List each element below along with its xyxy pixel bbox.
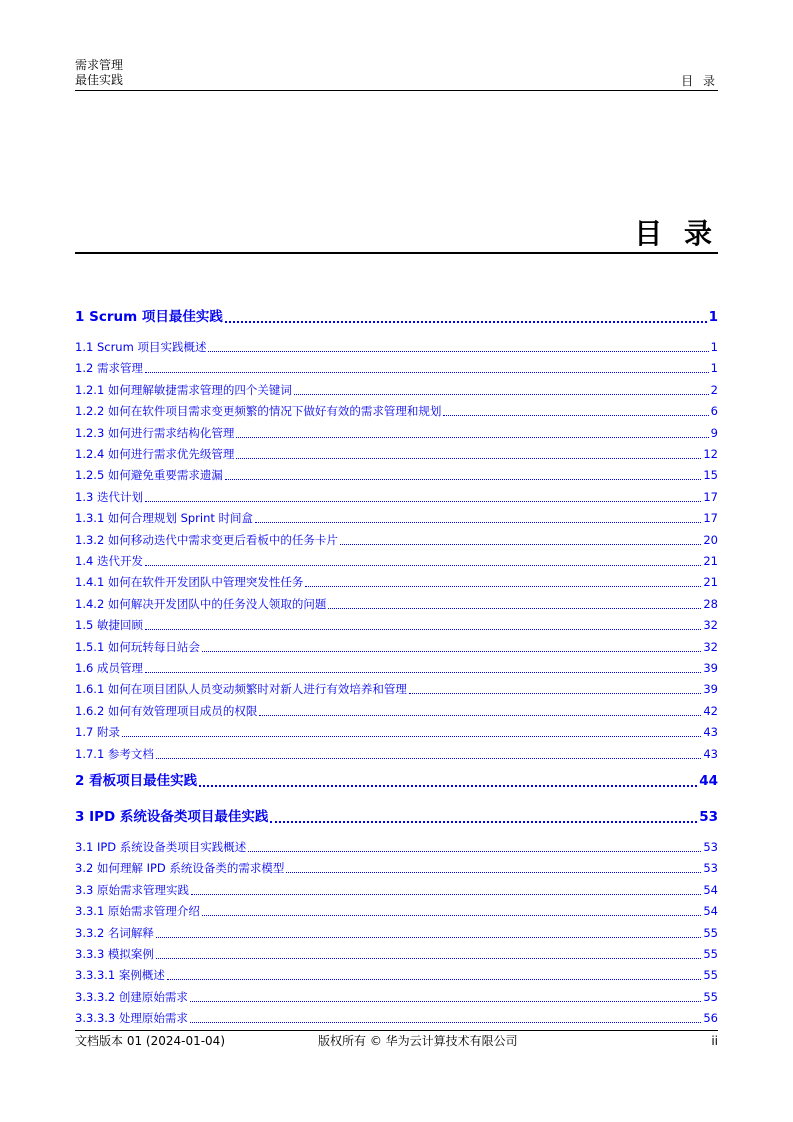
toc-dot-leader — [328, 607, 701, 609]
toc-dot-leader — [225, 478, 701, 480]
toc-entry[interactable] — [75, 533, 718, 548]
toc-dot-leader — [199, 784, 697, 787]
toc-entry[interactable] — [75, 725, 718, 740]
footer-copyright: 版权所有 © 华为云计算技术有限公司 — [318, 1034, 518, 1048]
toc-entry-title: 3 IPD 系统设备类项目最佳实践 — [75, 809, 269, 825]
title-divider — [75, 252, 718, 254]
toc-entry-page: 2 — [710, 382, 718, 397]
toc-dot-leader — [145, 500, 701, 502]
toc-dot-leader — [190, 1021, 701, 1023]
toc-entry-page: 28 — [703, 596, 718, 611]
toc-entry-page: 39 — [703, 682, 718, 697]
toc-dot-leader — [286, 871, 701, 873]
toc-entry-title: 1.3.2 如何移动迭代中需求变更后看板中的任务卡片 — [75, 532, 338, 547]
toc-entry-title: 1.7.1 参考文档 — [75, 746, 154, 761]
toc-entry[interactable] — [75, 597, 718, 612]
toc-entry-title: 3.3.3.3 处理原始需求 — [75, 1011, 188, 1026]
toc-entry-page: 43 — [703, 725, 718, 740]
toc-dot-leader — [145, 371, 709, 373]
toc-entry[interactable] — [75, 447, 718, 462]
toc-entry-page: 1 — [710, 361, 718, 376]
toc-entry[interactable] — [75, 468, 718, 483]
toc-entry-title: 1 Scrum 项目最佳实践 — [75, 309, 223, 325]
toc-entry-title: 1.2.5 如何避免重要需求遗漏 — [75, 468, 223, 483]
toc-dot-leader — [236, 436, 708, 438]
toc-entry[interactable] — [75, 968, 718, 983]
toc-entry-title: 3.3 原始需求管理实践 — [75, 882, 189, 897]
toc-entry[interactable] — [75, 618, 718, 633]
toc-dot-leader — [156, 936, 701, 938]
toc-entry-title: 1.4.1 如何在软件开发团队中管理突发性任务 — [75, 575, 304, 590]
toc-entry-page: 15 — [703, 468, 718, 483]
toc-entry-title: 3.3.3.1 案例概述 — [75, 968, 165, 983]
header-doc-title: 需求管理 — [75, 58, 124, 72]
toc-dot-leader — [305, 585, 701, 587]
toc-entry-title: 1.6.2 如何有效管理项目成员的权限 — [75, 703, 258, 718]
toc-dot-leader — [248, 850, 701, 852]
toc-dot-leader — [190, 1000, 701, 1002]
toc-entry-title: 1.6.1 如何在项目团队人员变动频繁时对新人进行有效培养和管理 — [75, 682, 407, 697]
toc-chapter-entry[interactable] — [75, 308, 718, 326]
toc-entry-page: 55 — [703, 947, 718, 961]
toc-entry-title: 1.1 Scrum 项目实践概述 — [75, 340, 207, 354]
toc-entry-title: 3.3.2 名词解释 — [75, 925, 154, 940]
toc-dot-leader — [167, 978, 701, 980]
toc-entry-page: 54 — [703, 882, 718, 897]
toc-dot-leader — [236, 457, 701, 459]
toc-dot-leader — [145, 628, 701, 630]
toc-entry-title: 1.2.3 如何进行需求结构化管理 — [75, 425, 235, 440]
toc-entry-page: 20 — [703, 532, 718, 547]
page-header — [75, 58, 718, 91]
toc-entry-page: 55 — [703, 968, 718, 983]
toc-entry-page: 55 — [703, 925, 718, 940]
toc-entry-page: 17 — [703, 489, 718, 504]
toc-dot-leader — [340, 543, 701, 545]
toc-entry[interactable] — [75, 575, 718, 590]
toc-entry[interactable] — [75, 704, 718, 719]
toc-entry-title: 3.2 如何理解 IPD 系统设备类的需求模型 — [75, 861, 285, 876]
toc-entry[interactable] — [75, 426, 718, 441]
toc-entry-page: 17 — [703, 511, 718, 526]
toc-entry[interactable] — [75, 404, 718, 419]
toc-entry-title: 1.4.2 如何解决开发团队中的任务没人领取的问题 — [75, 596, 327, 611]
toc-entry-page: 6 — [710, 404, 718, 419]
toc-entry-title: 3.3.3 模拟案例 — [75, 947, 154, 961]
toc-dot-leader — [443, 414, 708, 416]
toc-entry[interactable] — [75, 383, 718, 398]
toc-entry-page: 12 — [703, 447, 718, 461]
toc-entry-page: 42 — [703, 703, 718, 718]
toc-entry-page: 56 — [703, 1011, 718, 1026]
toc-chapter-entry[interactable] — [75, 772, 718, 790]
toc-entry-title: 1.3.1 如何合理规划 Sprint 时间盒 — [75, 511, 254, 526]
toc-dot-leader — [122, 735, 701, 737]
page-title: 目 录 — [634, 217, 718, 250]
toc-dot-leader — [145, 564, 701, 566]
header-doc-subtitle: 最佳实践 — [75, 73, 124, 87]
toc-dot-leader — [191, 893, 701, 895]
toc-entry-page: 1 — [708, 309, 718, 325]
toc-entry-page: 44 — [699, 773, 718, 789]
toc-chapter-entry[interactable] — [75, 808, 718, 826]
toc-dot-leader — [225, 320, 707, 323]
toc-entry[interactable] — [75, 840, 718, 855]
toc-entry[interactable] — [75, 682, 718, 697]
toc-dot-leader — [145, 671, 701, 673]
toc-dot-leader — [270, 820, 697, 823]
toc-entry-title: 1.5 敏捷回顾 — [75, 618, 143, 633]
toc-entry[interactable] — [75, 361, 718, 376]
toc-entry-page: 21 — [703, 575, 718, 590]
toc-dot-leader — [202, 650, 701, 652]
toc-dot-leader — [156, 757, 701, 759]
toc-entry[interactable] — [75, 861, 718, 876]
header-section-label: 目 录 — [681, 74, 718, 88]
toc-entry-title: 1.2 需求管理 — [75, 361, 143, 376]
toc-entry[interactable] — [75, 640, 718, 655]
toc-entry-page: 53 — [703, 861, 718, 876]
toc-entry-title: 1.2.2 如何在软件项目需求变更频繁的情况下做好有效的需求管理和规划 — [75, 404, 442, 419]
footer-version: 文档版本 01 (2024-01-04) — [75, 1034, 226, 1048]
toc-entry-page: 21 — [703, 554, 718, 568]
toc-entry-title: 1.3 迭代计划 — [75, 489, 143, 504]
toc-entry-title: 1.7 附录 — [75, 725, 120, 740]
toc-entry-page: 53 — [699, 809, 718, 825]
toc-entry[interactable] — [75, 1011, 718, 1026]
toc-entry[interactable] — [75, 554, 718, 569]
toc-entry[interactable] — [75, 926, 718, 941]
toc-dot-leader — [409, 692, 701, 694]
toc-entry[interactable] — [75, 490, 718, 505]
footer-page-number: ii — [711, 1034, 718, 1048]
toc-entry[interactable] — [75, 747, 718, 762]
toc-entry-title: 1.2.4 如何进行需求优先级管理 — [75, 447, 235, 461]
header-doc-info — [75, 58, 123, 88]
toc-entry[interactable] — [75, 511, 718, 526]
toc-dot-leader — [294, 393, 709, 395]
toc-entry-title: 3.1 IPD 系统设备类项目实践概述 — [75, 840, 247, 854]
toc-entry[interactable] — [75, 947, 718, 962]
toc-entry-page: 43 — [703, 746, 718, 761]
page-footer — [75, 1030, 718, 1051]
toc-entry-page: 54 — [703, 904, 718, 919]
toc-entry-page: 1 — [710, 340, 718, 354]
toc-entry-title: 1.5.1 如何玩转每日站会 — [75, 639, 200, 654]
toc-entry[interactable] — [75, 340, 718, 355]
toc-entry-page: 55 — [703, 989, 718, 1004]
toc-dot-leader — [255, 521, 701, 523]
toc-entry-page: 32 — [703, 618, 718, 633]
toc-dot-leader — [156, 957, 701, 959]
toc-entry[interactable] — [75, 883, 718, 898]
toc-entry-page: 32 — [703, 639, 718, 654]
toc-entry[interactable] — [75, 904, 718, 919]
toc-entry-title: 1.2.1 如何理解敏捷需求管理的四个关键词 — [75, 382, 292, 397]
toc-entry-page: 39 — [703, 661, 718, 675]
toc-entry-page: 53 — [703, 840, 718, 854]
toc-entry-title: 1.6 成员管理 — [75, 661, 143, 675]
toc-dot-leader — [202, 914, 701, 916]
toc-dot-leader — [259, 714, 701, 716]
toc-entry[interactable] — [75, 990, 718, 1005]
toc-entry-title: 1.4 迭代开发 — [75, 554, 143, 568]
toc-entry[interactable] — [75, 661, 718, 676]
toc-entry-title: 3.3.3.2 创建原始需求 — [75, 989, 188, 1004]
toc-entry-title: 2 看板项目最佳实践 — [75, 773, 198, 789]
toc-entry-title: 3.3.1 原始需求管理介绍 — [75, 904, 200, 919]
toc-dot-leader — [208, 350, 708, 352]
toc-entry-page: 9 — [710, 425, 718, 440]
